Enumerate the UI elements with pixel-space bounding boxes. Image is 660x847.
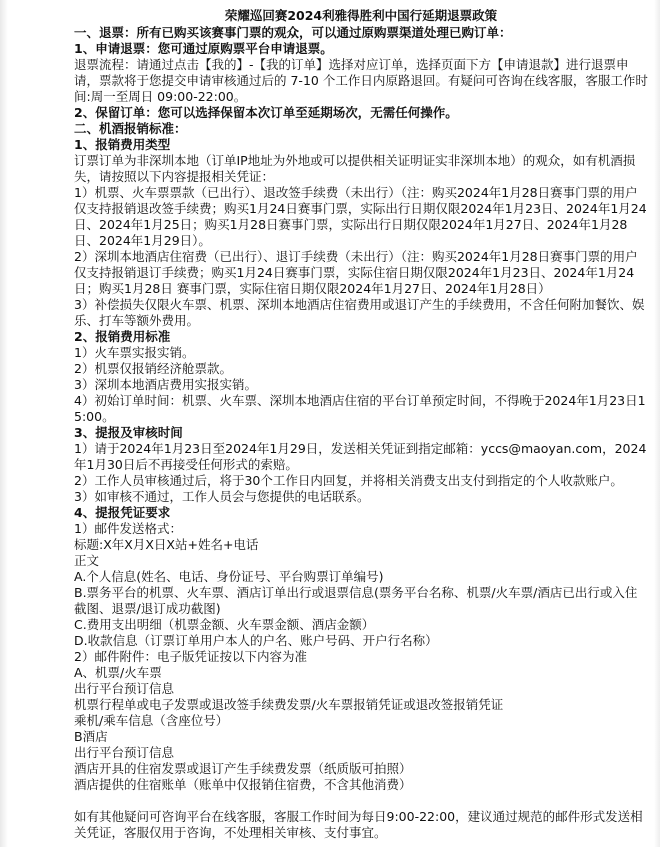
paragraph: 乘机/乘车信息（含座位号） — [74, 713, 229, 728]
paragraph: A、机票/火车票 — [74, 665, 162, 680]
section-heading: 4、提报凭证要求 — [74, 505, 171, 520]
paragraph: 1）请于2024年1月23日至2024年1月29日，发送相关凭证到指定邮箱：yccs@maoyan.com，2024年1月30日后不再接受任何形式的索赔。 — [74, 441, 647, 472]
section-heading: 1、申请退票：您可通过原购票平台申请退票。 — [74, 41, 333, 56]
paragraph: 1）邮件发送格式： — [74, 521, 182, 536]
paragraph: D.收款信息（订票订单用户本人的户名、账户号码、开户行名称） — [74, 633, 438, 648]
paragraph: 酒店开具的住宿发票或退订产生手续费发票（纸质版可拍照） — [74, 761, 412, 776]
paragraph: 4）初始订单时间：机票、火车票、深圳本地酒店住宿的平台订单预定时间，不得晚于2024年1月23日15:00。 — [74, 393, 646, 424]
paragraph: 2）机票仅报销经济舱票款。 — [74, 361, 232, 376]
document-title: 荣耀巡回赛2024利雅得胜利中国行延期退票政策 — [224, 8, 498, 23]
paragraph: 出行平台预订信息 — [74, 681, 175, 696]
paragraph: B.票务平台的机票、火车票、酒店订单出行或退票信息(票务平台名称、机票/火车票/酒店已出行或入住截图、退票/退订成功截图) — [74, 585, 638, 616]
section-heading: 二、机酒报销标准： — [74, 121, 187, 136]
section-heading: 1、报销费用类型 — [74, 137, 171, 152]
section-heading: 3、提报及审核时间 — [74, 425, 183, 440]
paragraph: 1）火车票实报实销。 — [74, 345, 195, 360]
paragraph: 出行平台预订信息 — [74, 745, 175, 760]
paragraph: 1）机票、火车票票款（已出行）、退改签手续费（未出行）（注：购买2024年1月28日赛事门票的用户仅支持报销退改签手续费；购买1月24日赛事门票，实际出行日期仅限2024年1月23日、2024年1月24日、2024年1月25日；购买1月28日赛事门票，实际出行日期仅限2024年1月27日、2024年1月28日、2024年1月29日）。 — [74, 185, 647, 248]
scan-edge-right — [654, 0, 660, 847]
section-heading: 2、保留订单：您可以选择保留本次订单至延期场次，无需任何操作。 — [74, 105, 458, 120]
paragraph: 退票流程：请通过点击【我的】-【我的订单】选择对应订单，选择页面下方【申请退款】进行退票申请，票款将于您提交申请审核通过后的 7-10 个工作日内原路退回。有疑问可咨询在线客服，客服工作时间:周一至周日 09:00-22:00。 — [74, 57, 648, 104]
paragraph-spacer — [74, 793, 648, 809]
paragraph: 3）补偿损失仅限火车票、机票、深圳本地酒店住宿费用或退订产生的手续费用，不含任何附加餐饮、娱乐、打车等额外费用。 — [74, 297, 645, 328]
document-body — [74, 25, 648, 793]
paragraph: 2）邮件附件：电子版凭证按以下内容为准 — [74, 649, 307, 664]
section-heading: 2、报销费用标准 — [74, 329, 171, 344]
paragraph: 机票行程单或电子发票或退改签手续费发票/火车票报销凭证或退改签报销凭证 — [74, 697, 504, 712]
paragraph: C.费用支出明细（机票金额、火车票金额、酒店金额） — [74, 617, 375, 632]
paragraph: 正文 — [74, 553, 100, 568]
scan-edge-left — [0, 0, 8, 847]
paragraph: 标题:X年X月X日X站+姓名+电话 — [74, 537, 259, 552]
paragraph: B酒店 — [74, 729, 108, 744]
paragraph: 3）如审核不通过，工作人员会与您提供的电话联系。 — [74, 489, 370, 504]
paragraph: 2）深圳本地酒店住宿费（已出行）、退订手续费（未出行）（注：购买2024年1月28日赛事门票的用户仅支持报销退订手续费；购买1月24日赛事门票，实际住宿日期仅限2024年1月23日、2024年1月24日；购买1月28日 赛事门票，实际住宿日期仅限2024年1月27日、2024年1月28日） — [74, 249, 638, 296]
section-heading: 一、退票：所有已购买该赛事门票的观众，可以通过原购票渠道处理已购订单： — [74, 25, 512, 40]
paragraph: 3）深圳本地酒店费用实报实销。 — [74, 377, 257, 392]
footer-note: 如有其他疑问可咨询平台在线客服，客服工作时间为每日9:00-22:00，建议通过规范的邮件形式发送相关凭证，客服仅用于咨询，不处理相关审核、支付事宜。 — [74, 809, 643, 840]
paragraph: 订票订单为非深圳本地（订单IP地址为外地或可以提供相关证明证实非深圳本地）的观众，如有机酒损失，请按照以下内容提报相关凭证： — [74, 153, 636, 184]
paragraph: A.个人信息(姓名、电话、身份证号、平台购票订单编号) — [74, 569, 384, 584]
paragraph: 2）工作人员审核通过后，将于30个工作日内回复，并将相关消费支出支付到指定的个人收款账户。 — [74, 473, 623, 488]
paragraph: 酒店提供的住宿账单（账单中仅报销住宿费，不含其他消费） — [74, 777, 412, 792]
